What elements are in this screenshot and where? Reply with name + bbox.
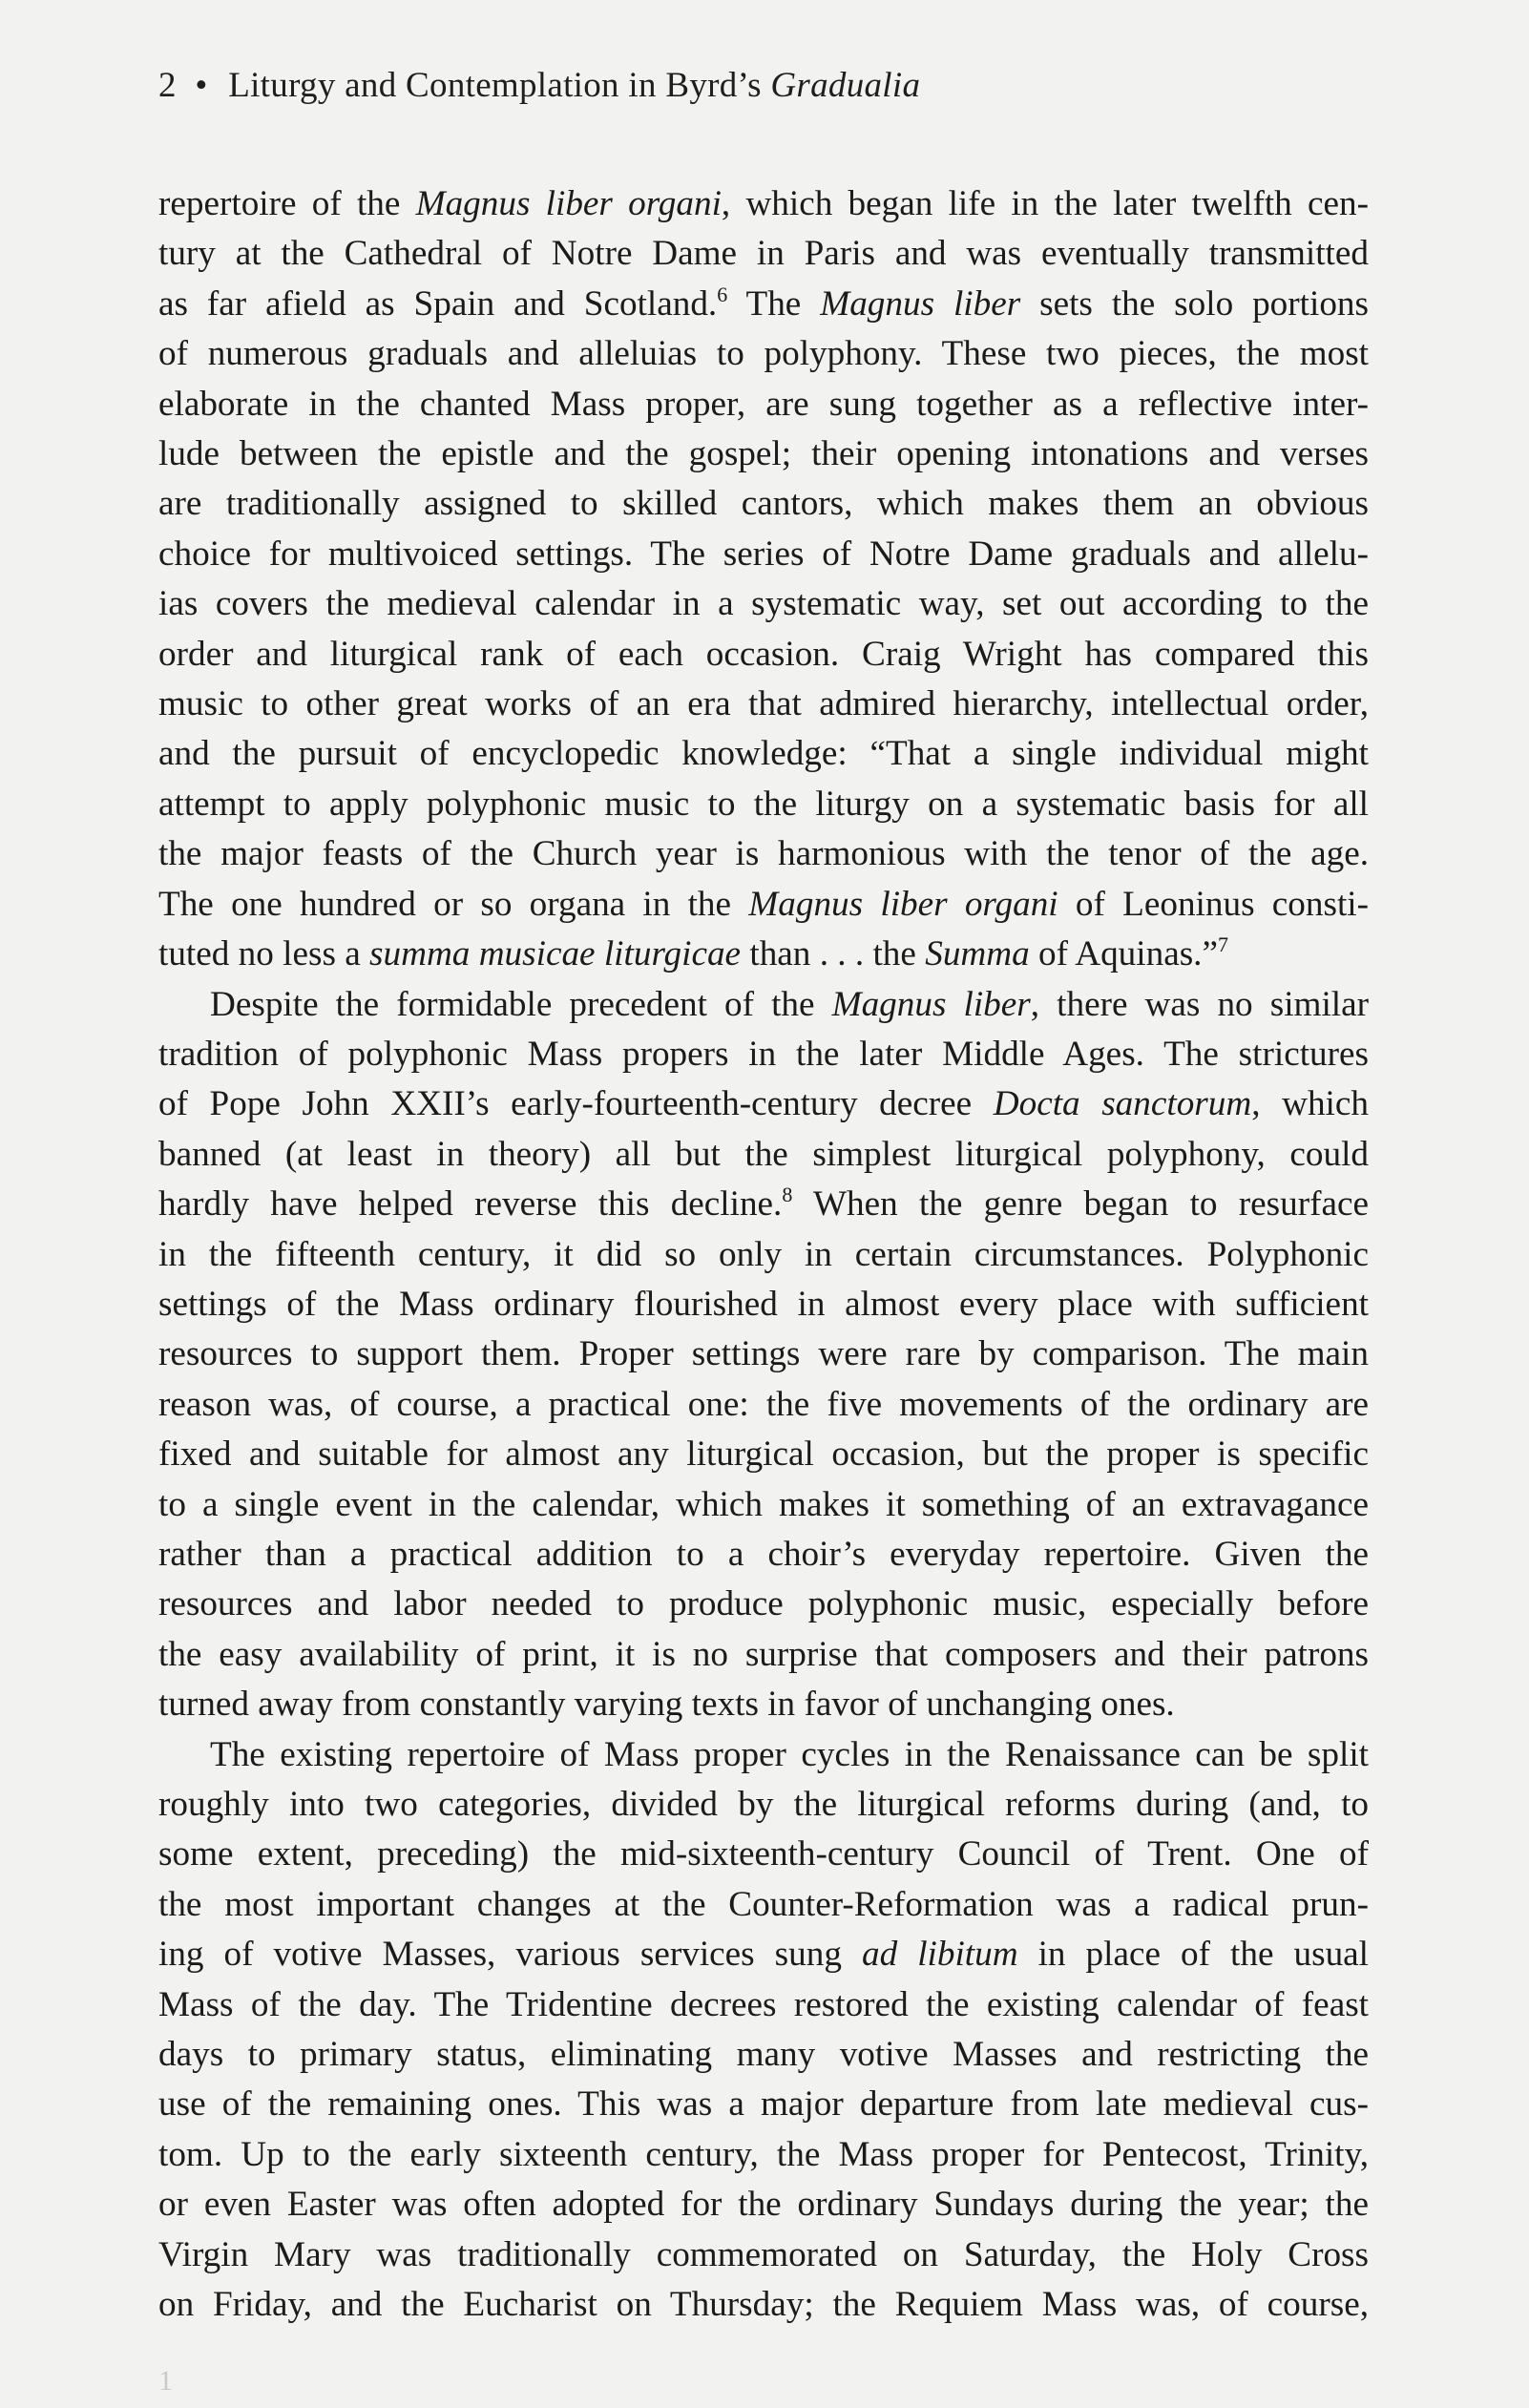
text-line <box>158 2130 1369 2180</box>
text-line <box>158 1480 1369 1530</box>
running-head <box>158 65 920 106</box>
text-line <box>158 1130 1369 1180</box>
bullet-separator: • <box>195 66 208 105</box>
text-line <box>158 579 1369 629</box>
text-line <box>158 780 1369 829</box>
text-run: music to other great works of an era that admired hierarchy, intellectual order, <box>158 684 1369 724</box>
text-run: tradition of polyphonic Mass propers in the later Middle Ages. The strictures <box>158 1034 1369 1074</box>
text-line <box>158 829 1369 879</box>
text-run: tury at the Cathedral of Notre Dame in Paris and was eventually transmitted <box>158 234 1369 274</box>
text-run: order and liturgical rank of each occasion. Craig Wright has compared this <box>158 634 1369 674</box>
text-line <box>158 1630 1369 1680</box>
text-run: When the genre began to resurface <box>792 1184 1369 1225</box>
text-line <box>158 2230 1369 2280</box>
text-run: in place of the usual <box>1017 1935 1369 1975</box>
text-line <box>158 1230 1369 1280</box>
text-run: tuted no less a <box>158 934 370 974</box>
italic-text: summa musicae liturgicae <box>369 934 742 974</box>
italic-text: Summa <box>925 934 1030 974</box>
text-line <box>158 1980 1369 2030</box>
text-run: rather than a practical addition to a choir’s everyday repertoire. Given the <box>158 1534 1369 1574</box>
text-line <box>158 1680 1369 1729</box>
text-run: banned (at least in theory) all but the simplest liturgical polyphony, could <box>158 1134 1369 1174</box>
text-run: than . . . the <box>741 934 926 974</box>
text-run: ias covers the medieval calendar in a systematic way, set out according to the <box>158 584 1369 624</box>
italic-text: Magnus liber organi <box>748 884 1058 924</box>
text-run: roughly into two categories, divided by the liturgical reforms during (and, to <box>158 1785 1369 1824</box>
text-run: ing of votive Masses, various services sung <box>158 1935 862 1975</box>
text-line <box>158 179 1369 229</box>
text-line <box>158 2080 1369 2129</box>
text-run: are traditionally assigned to skilled cantors, which makes them an obvious <box>158 484 1369 524</box>
text-line <box>158 479 1369 529</box>
text-line <box>158 980 1369 1030</box>
text-run: of Leoninus consti- <box>1058 884 1369 924</box>
running-head-title: Liturgy and Contemplation in Byrd’s <box>228 66 762 105</box>
text-run: , there was no similar <box>1030 984 1369 1024</box>
text-run: resources to support them. Proper settings were rare by comparison. The main <box>158 1334 1369 1374</box>
text-run: turned away from constantly varying texts in favor of unchanging ones. <box>158 1685 1175 1725</box>
text-run: hardly have helped reverse this decline. <box>158 1184 783 1225</box>
text-line <box>158 930 1369 979</box>
page-number: 2 <box>158 66 177 105</box>
text-run: and the pursuit of encyclopedic knowledge: “That a single individual might <box>158 734 1369 774</box>
text-run: , which began life in the later twelfth cen- <box>721 184 1369 223</box>
paragraph <box>158 980 1369 1730</box>
text-line <box>158 1530 1369 1580</box>
text-line <box>158 1730 1369 1780</box>
text-line <box>158 680 1369 729</box>
italic-text: Magnus liber <box>831 984 1031 1024</box>
text-run: settings of the Mass ordinary flourished in almost every place with sufficient <box>158 1284 1369 1324</box>
text-run: The <box>727 283 821 324</box>
show-through-folio-mark: 1 <box>158 2365 173 2397</box>
text-run: of numerous graduals and alleluias to polyphony. These two pieces, the most <box>158 334 1369 374</box>
text-line <box>158 329 1369 379</box>
text-run: to a single event in the calendar, which makes it something of an extravagance <box>158 1484 1369 1524</box>
text-line <box>158 1030 1369 1079</box>
text-line <box>158 1780 1369 1830</box>
text-line <box>158 1380 1369 1430</box>
text-run: attempt to apply polyphonic music to the liturgy on a systematic basis for all <box>158 784 1369 824</box>
text-line <box>158 1580 1369 1629</box>
text-run: Mass of the day. The Tridentine decrees restored the existing calendar of feast <box>158 1984 1369 2024</box>
text-run: The existing repertoire of Mass proper cycles in the Renaissance can be split <box>210 1734 1369 1774</box>
italic-text: Magnus liber <box>820 283 1021 324</box>
text-run: some extent, preceding) the mid-sixteenth-century Council of Trent. One of <box>158 1834 1369 1874</box>
text-line <box>158 429 1369 479</box>
text-line <box>158 729 1369 779</box>
text-line <box>158 1880 1369 1930</box>
text-run: or even Easter was often adopted for the ordinary Sundays during the year; the <box>158 2185 1369 2225</box>
text-run: as far afield as Spain and Scotland. <box>158 283 718 324</box>
text-run: the major feasts of the Church year is harmonious with the tenor of the age. <box>158 834 1369 874</box>
text-run: choice for multivoiced settings. The series of Notre Dame graduals and allelu- <box>158 534 1369 574</box>
footnote-reference: 8 <box>782 1183 793 1207</box>
text-line <box>158 1930 1369 1979</box>
text-run: days to primary status, eliminating many votive Masses and restricting the <box>158 2035 1369 2075</box>
text-run: of Aquinas.” <box>1029 934 1218 974</box>
text-line <box>158 530 1369 579</box>
text-run: the easy availability of print, it is no surprise that composers and their patrons <box>158 1634 1369 1674</box>
paragraph <box>158 179 1369 980</box>
text-run: fixed and suitable for almost any liturgical occasion, but the proper is specific <box>158 1434 1369 1475</box>
text-run: tom. Up to the early sixteenth century, the Mass proper for Pentecost, Trinity, <box>158 2134 1369 2174</box>
text-line <box>158 880 1369 930</box>
text-line <box>158 2030 1369 2080</box>
text-line <box>158 1280 1369 1330</box>
text-run: on Friday, and the Eucharist on Thursday; the Requiem Mass was, of course, <box>158 2285 1369 2325</box>
running-head-title-italic: Gradualia <box>770 66 921 105</box>
text-run: use of the remaining ones. This was a major departure from late medieval cus- <box>158 2084 1369 2125</box>
text-run: Despite the formidable precedent of the <box>210 984 832 1024</box>
italic-text: ad libitum <box>861 1935 1018 1975</box>
paragraph <box>158 1730 1369 2331</box>
text-line <box>158 280 1369 329</box>
text-line <box>158 380 1369 429</box>
text-line <box>158 1330 1369 1379</box>
text-run: lude between the epistle and the gospel; their opening intonations and verses <box>158 434 1369 474</box>
text-run: repertoire of the <box>158 184 416 223</box>
text-run: , which <box>1251 1084 1369 1124</box>
text-line <box>158 2280 1369 2330</box>
text-run: elaborate in the chanted Mass proper, are sung together as a reflective inter- <box>158 384 1369 424</box>
footnote-reference: 7 <box>1218 932 1228 957</box>
italic-text: Magnus liber organi <box>415 184 722 223</box>
body-text <box>158 179 1369 2330</box>
text-run: reason was, of course, a practical one: the five movements of the ordinary are <box>158 1384 1369 1424</box>
text-run: of Pope John XXII’s early-fourteenth-century decree <box>158 1084 994 1124</box>
text-line <box>158 1430 1369 1479</box>
text-line <box>158 2180 1369 2230</box>
text-run: The one hundred or so organa in the <box>158 884 749 924</box>
text-line <box>158 229 1369 279</box>
text-run: the most important changes at the Counter-Reformation was a radical prun- <box>158 1884 1369 1924</box>
text-run: in the fifteenth century, it did so only in certain circumstances. Polyphonic <box>158 1234 1369 1274</box>
text-line <box>158 630 1369 680</box>
text-line <box>158 1180 1369 1229</box>
text-line <box>158 1079 1369 1129</box>
text-line <box>158 1830 1369 1879</box>
footnote-reference: 6 <box>717 282 728 306</box>
italic-text: Docta sanctorum <box>993 1084 1252 1124</box>
text-run: sets the solo portions <box>1020 283 1369 324</box>
text-run: resources and labor needed to produce polyphonic music, especially before <box>158 1584 1369 1624</box>
text-run: Virgin Mary was traditionally commemorated on Saturday, the Holy Cross <box>158 2234 1369 2274</box>
